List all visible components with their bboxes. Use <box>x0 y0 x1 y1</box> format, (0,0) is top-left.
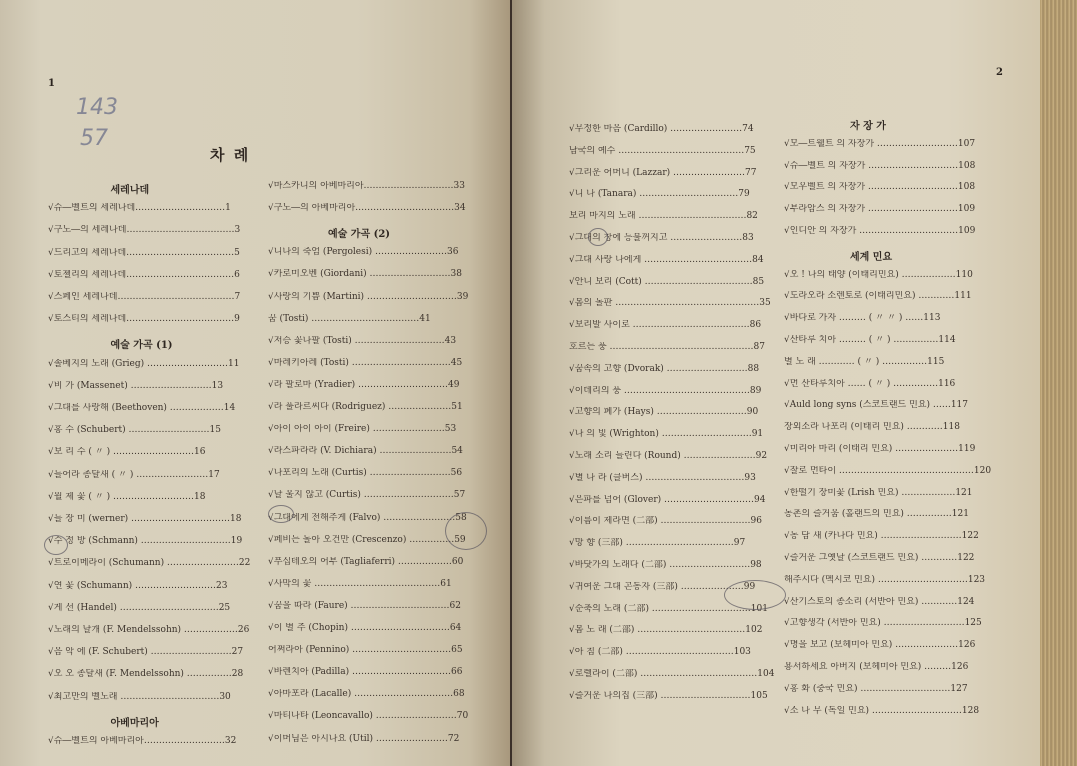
toc-entry: √순축의 노래 (二部) ……………………………101 <box>569 604 768 614</box>
toc-entry: √즐거운 나의집 (三部) …………………………105 <box>569 691 768 701</box>
toc-entry: √그리운 어머니 (Lazzar) ……………………77 <box>569 168 757 178</box>
toc-entry: √노래 소리 들린다 (Round) ……………………92 <box>569 451 768 461</box>
toc-entry: √인디안 의 자장가 ……………………………109 <box>784 226 976 236</box>
toc-entry: √오 ! 나의 태양 (이태리민요) ………………110 <box>784 270 973 280</box>
right-page <box>512 0 1057 766</box>
toc-entry: √봄 노 래 (二部) ………………………………102 <box>569 625 763 635</box>
section-heading: 아베마리아 <box>110 718 159 729</box>
toc-entry: √슈―벨트의 세레나데…………………………1 <box>48 203 231 213</box>
toc-entry: 장외소라 나포리 (이태리 민요) …………118 <box>784 422 960 432</box>
toc-entry: √산기스토의 종소리 (서반아 민요) …………124 <box>784 597 975 607</box>
toc-entry: √바닷가의 노래다 (二部) ………………………98 <box>569 560 762 570</box>
pencil-circle-mark <box>445 512 487 550</box>
toc-entry: 별 노 래 ………… ( 〃 ) ……………115 <box>784 357 945 367</box>
toc-entry: √월 제 꽃 ( 〃 ) ………………………18 <box>48 492 206 502</box>
toc-entry: √연 꽃 (Schumann) ………………………23 <box>48 581 228 591</box>
toc-entry: √날 울지 않고 (Curtis) …………………………57 <box>268 490 466 500</box>
toc-entry: 어쩌라아 (Pennino) ……………………………65 <box>268 645 463 655</box>
toc-entry: √미리아 마리 (이태리 민요) …………………119 <box>784 444 976 454</box>
toc-entry: √마레키아레 (Tosti) ……………………………45 <box>268 358 463 368</box>
toc-entry: √무정한 마음 (Cardillo) ……………………74 <box>569 124 754 134</box>
toc-entry: √잘로 먼타이 ………………………………………120 <box>784 466 992 476</box>
toc-entry: √망 향 (三部) ………………………………97 <box>569 538 746 548</box>
toc-entry: 해주시다 (멕시코 민요) …………………………123 <box>784 575 986 585</box>
pencil-circle-mark <box>44 535 68 555</box>
toc-entry: √비 가 (Massenet) ………………………13 <box>48 381 224 391</box>
toc-entry: √구노―의 아베마리아……………………………34 <box>268 203 466 213</box>
toc-entry: √이 별 주 (Chopin) ……………………………64 <box>268 623 462 633</box>
section-heading: 세레나데 <box>110 185 150 196</box>
toc-entry: 남국의 예수 ……………………………………75 <box>569 146 756 156</box>
toc-entry: √드리고의 세레나데………………………………5 <box>48 248 240 258</box>
toc-entry: √도라오라 소렌토로 (이태리민요) …………111 <box>784 291 972 301</box>
toc-entry: √이름이 제라면 (二部) …………………………96 <box>569 516 762 526</box>
toc-entry: √푸십테오의 어부 (Tagliaferri) ………………60 <box>268 557 464 567</box>
toc-entry: 꿈 (Tosti) ………………………………41 <box>268 314 431 324</box>
toc-entry: √이데리의 풍 ……………………………………89 <box>569 386 762 396</box>
toc-entry: √수 정 방 (Schmann) …………………………19 <box>48 536 243 546</box>
toc-entry: √농 담 새 (카나다 민요) ………………………122 <box>784 531 979 541</box>
pencil-circle-mark <box>268 505 294 523</box>
toc-entry: √트로이메라이 (Schumann) ……………………22 <box>48 558 251 568</box>
toc-entry: √Auld long syns (스코트랜드 민요) ……117 <box>784 400 969 410</box>
toc-entry: √고향의 폐가 (Hays) …………………………90 <box>569 407 759 417</box>
toc-entry: √홍 수 (Schubert) ………………………15 <box>48 425 221 435</box>
left-page <box>0 0 510 766</box>
toc-entry: √스페인 세레나데…………………………………7 <box>48 292 241 302</box>
toc-entry: √로렐라이 (二部) …………………………………104 <box>569 669 775 679</box>
toc-entry: √고향생각 (서반아 민요) ………………………125 <box>784 618 982 628</box>
toc-entry: √구노―의 세레나데………………………………3 <box>48 225 241 235</box>
toc-entry: √모―트웰트 의 자장가 ………………………107 <box>784 139 976 149</box>
toc-entry: √마티나타 (Leoncavallo) ………………………70 <box>268 711 468 721</box>
toc-entry: √명을 보고 (보헤미아 민요) …………………126 <box>784 640 976 650</box>
toc-entry: √먼 산타루치아 …… ( 〃 ) ……………116 <box>784 379 956 389</box>
toc-entry: √사막의 꽃 ……………………………………61 <box>268 579 452 589</box>
pencil-circle-mark <box>724 580 786 610</box>
toc-entry: √들어라 종달새 ( 〃 ) ……………………17 <box>48 470 220 480</box>
toc-entry: √그대 사랑 나에게 ………………………………84 <box>569 255 764 265</box>
toc-entry: √니나의 죽엄 (Pergolesi) ……………………36 <box>268 247 459 257</box>
toc-entry: √은파를 넘어 (Glover) …………………………94 <box>569 495 766 505</box>
toc-entry: √나 의 빛 (Wrighton) …………………………91 <box>569 429 764 439</box>
toc-entry: √홍 화 (중국 민요) …………………………127 <box>784 684 968 694</box>
section-heading: 예술 가곡 (1) <box>110 340 173 351</box>
toc-entry: √아마포라 (Lacalle) ……………………………68 <box>268 689 465 699</box>
toc-entry: √페비는 돌아 오건만 (Crescenzo) ……………59 <box>268 535 466 545</box>
toc-entry: √슈―벨트 의 자장가 …………………………108 <box>784 161 976 171</box>
pencil-circle-mark <box>588 228 608 246</box>
toc-entry: √그대를 사랑해 (Beethoven) ………………14 <box>48 403 236 413</box>
toc-entry: √산타루 치아 ……… ( 〃 ) ……………114 <box>784 335 956 345</box>
toc-entry: √한떨기 장미꽃 (Lrish 민요) ………………121 <box>784 488 973 498</box>
toc-entry: 농촌의 즐거움 (홀랜드의 민요) ……………121 <box>784 509 969 519</box>
handwritten-note: 143 <box>76 95 118 120</box>
toc-entry: √마스카니의 아베마리아…………………………33 <box>268 181 465 191</box>
toc-entry: √바렌치아 (Padilla) ……………………………66 <box>268 667 463 677</box>
toc-entry: 용서하세요 아버지 (보헤미아 민요) ………126 <box>784 662 969 672</box>
toc-entry: √나포리의 노래 (Curtis) ………………………56 <box>268 468 463 478</box>
toc-entry: √최고만의 벨노래 ……………………………30 <box>48 692 231 702</box>
toc-entry: √토젤리의 세레나데………………………………6 <box>48 270 240 280</box>
toc-entry: √꿈을 따라 (Faure) ……………………………62 <box>268 601 461 611</box>
toc-entry: √봄의 돌판 …………………………………………35 <box>569 298 771 308</box>
toc-entry: √별 나 라 (클버스) ……………………………93 <box>569 473 756 483</box>
toc-entry: √이머님은 아시나요 (Util) ……………………72 <box>268 734 460 744</box>
toc-entry: √카로미오벤 (Giordani) ………………………38 <box>268 269 462 279</box>
toc-entry: √저승 꽃나팔 (Tosti) …………………………43 <box>268 336 457 346</box>
page-title: 차 례 <box>210 146 251 164</box>
toc-entry: √라 팔로마 (Yradier) …………………………49 <box>268 380 460 390</box>
section-heading: 예술 가곡 (2) <box>328 229 391 240</box>
toc-entry: √오 오 종달새 (F. Mendelssohn) ……………28 <box>48 669 244 679</box>
toc-entry: √니 나 (Tanara) ……………………………79 <box>569 189 750 199</box>
toc-entry: √그대에게 전해주게 (Falvo) ……………………58 <box>268 513 467 523</box>
toc-entry: √아이 아이 아이 (Freire) ……………………53 <box>268 424 457 434</box>
toc-entry: √소 나 무 (독일 민요) …………………………128 <box>784 706 980 716</box>
toc-entry: √아 침 (二部) ………………………………103 <box>569 647 751 657</box>
toc-entry: √음 악 에 (F. Schubert) ………………………27 <box>48 647 244 657</box>
page-number: 2 <box>996 67 1003 78</box>
section-heading: 세계 민요 <box>850 252 893 263</box>
toc-entry: √바다로 가자 ……… ( 〃 〃 ) ……113 <box>784 313 941 323</box>
toc-entry: √모우벨트 의 자장가 …………………………108 <box>784 182 976 192</box>
toc-entry: 호르는 풍 …………………………………………87 <box>569 342 765 352</box>
section-heading: 자 장 가 <box>850 121 886 132</box>
toc-entry: √토스티의 세레나데………………………………9 <box>48 314 240 324</box>
toc-entry: 보리 마지의 노래 ………………………………82 <box>569 211 758 221</box>
toc-entry: √솔베지의 노래 (Grieg) ………………………11 <box>48 359 240 369</box>
toc-entry: √귀여운 그대 곤동자 (三部) …………………99 <box>569 582 756 592</box>
toc-entry: √부라암스 의 자장가 …………………………109 <box>784 204 976 214</box>
toc-entry: √들 장 미 (werner) ……………………………18 <box>48 514 242 524</box>
toc-entry: √그대의 창에 등불꺼지고 ……………………83 <box>569 233 754 243</box>
toc-entry: √라스파라라 (V. Dichiara) ……………………54 <box>268 446 463 456</box>
toc-entry: √노래의 날개 (F. Mendelssohn) ………………26 <box>48 625 250 635</box>
toc-entry: √보리발 사이로 …………………………………86 <box>569 320 762 330</box>
toc-entry: √보 리 수 ( 〃 ) ………………………16 <box>48 447 206 457</box>
toc-entry: √슈―벨트의 아베마리아………………………32 <box>48 736 237 746</box>
toc-entry: √게 선 (Handel) ……………………………25 <box>48 603 231 613</box>
toc-entry: √즐거운 그옛날 (스코트랜드 민요) …………122 <box>784 553 975 563</box>
toc-entry: √꿈속의 고향 (Dvorak) ………………………88 <box>569 364 760 374</box>
handwritten-note: 57 <box>80 126 108 151</box>
toc-entry: √라 풀라르씨다 (Rodriguez) …………………51 <box>268 402 463 412</box>
book-page-edge <box>1040 0 1077 766</box>
toc-entry: √사랑의 기쁨 (Martini) …………………………39 <box>268 292 468 302</box>
page-number: 1 <box>48 78 55 89</box>
toc-entry: √안니 보리 (Cott) ………………………………85 <box>569 277 765 287</box>
